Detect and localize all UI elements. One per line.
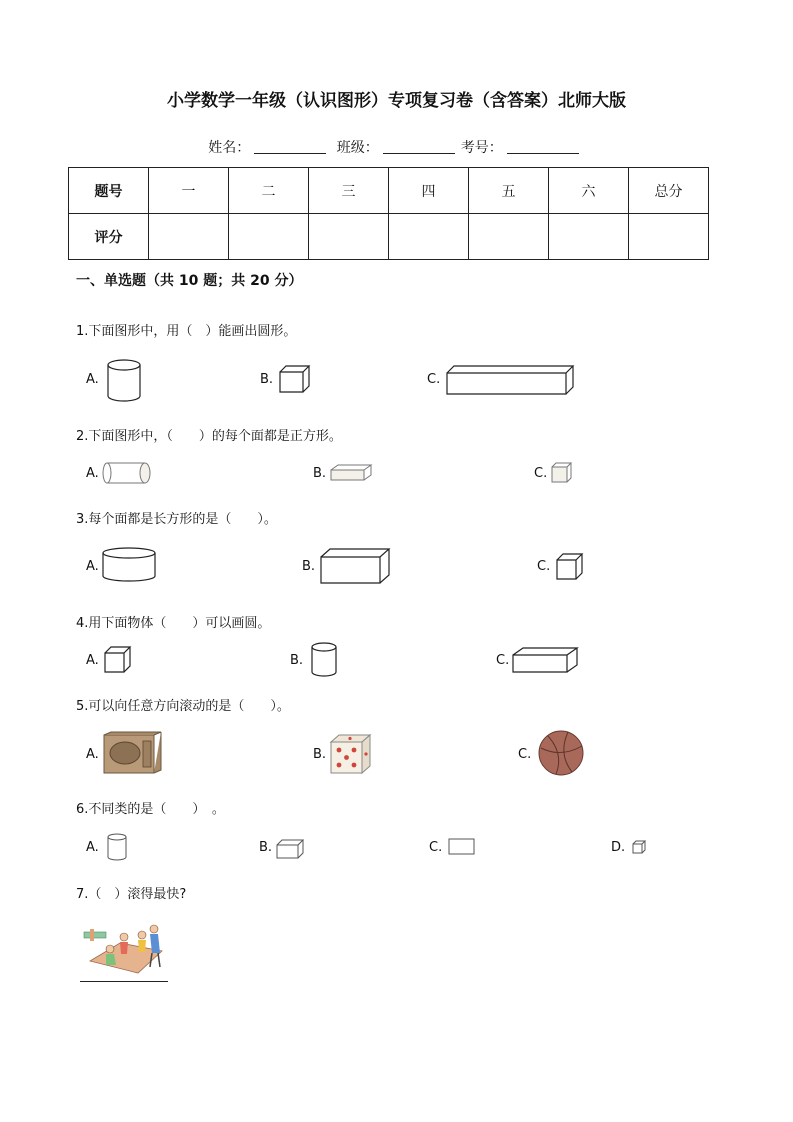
cube-icon[interactable] xyxy=(279,365,311,393)
radio-picture[interactable] xyxy=(103,731,163,775)
score-cell-header: 总分 xyxy=(629,168,709,214)
question-5: 5.可以向任意方向滚动的是（ ）。 xyxy=(76,699,290,714)
score-row-label: 评分 xyxy=(69,214,149,260)
option-label: A. xyxy=(86,559,99,574)
score-cell[interactable] xyxy=(309,214,389,260)
score-cell[interactable] xyxy=(629,214,709,260)
score-cell[interactable] xyxy=(549,214,629,260)
cube-icon[interactable] xyxy=(104,646,132,674)
score-cell[interactable] xyxy=(469,214,549,260)
cuboid-icon[interactable] xyxy=(276,839,304,859)
cuboid-icon[interactable] xyxy=(512,647,578,673)
cube-icon[interactable] xyxy=(551,462,573,484)
score-cell[interactable] xyxy=(149,214,229,260)
option-label: B. xyxy=(290,653,304,668)
cube-icon[interactable] xyxy=(556,553,584,581)
option-label: C. xyxy=(427,372,441,387)
option-label: B. xyxy=(302,559,316,574)
children-picture[interactable] xyxy=(80,921,172,975)
rectangle-icon[interactable] xyxy=(448,838,476,856)
page-title: 小学数学一年级（认识图形）专项复习卷（含答案）北师大版 xyxy=(167,91,626,111)
class-label: 班级： xyxy=(336,140,379,156)
score-cell-header: 一 xyxy=(149,168,229,214)
cylinder-icon[interactable] xyxy=(102,461,152,485)
score-header-row xyxy=(69,168,709,214)
name-blank[interactable] xyxy=(254,139,326,154)
score-cell-header: 六 xyxy=(549,168,629,214)
cuboid-icon[interactable] xyxy=(446,365,574,395)
question-4: 4.用下面物体（ ）可以画圆。 xyxy=(76,616,271,631)
option-label: A. xyxy=(86,840,99,855)
score-cell[interactable] xyxy=(229,214,309,260)
option-label: C. xyxy=(534,466,548,481)
cylinder-icon[interactable] xyxy=(106,358,144,404)
score-cell-header: 二 xyxy=(229,168,309,214)
exam-label: 考号： xyxy=(460,140,503,156)
cuboid-icon[interactable] xyxy=(330,464,372,482)
exam-blank[interactable] xyxy=(507,139,579,154)
question-6: 6.不同类的是（ ） 。 xyxy=(76,802,225,817)
option-label: A. xyxy=(86,466,99,481)
option-label: B. xyxy=(259,840,273,855)
cube-icon[interactable] xyxy=(632,840,646,854)
question-2: 2.下面图形中，（ ）的每个面都是正方形。 xyxy=(76,429,342,444)
cylinder-icon[interactable] xyxy=(310,642,340,678)
option-label: A. xyxy=(86,747,99,762)
cylinder-icon[interactable] xyxy=(106,833,128,861)
question-1: 1.下面图形中，用（ ）能画出圆形。 xyxy=(76,324,297,339)
score-cell-header: 五 xyxy=(469,168,549,214)
student-info xyxy=(0,137,793,157)
cylinder-icon[interactable] xyxy=(101,546,157,584)
score-cell[interactable] xyxy=(389,214,469,260)
option-label: A. xyxy=(86,372,99,387)
section-heading: 一、单选题（共 10 题；共 20 分） xyxy=(76,273,303,289)
option-label: C. xyxy=(429,840,443,855)
option-label: B. xyxy=(313,747,327,762)
score-table xyxy=(68,167,709,260)
score-cell-header: 三 xyxy=(309,168,389,214)
option-label: B. xyxy=(313,466,327,481)
basketball-picture[interactable] xyxy=(538,728,584,778)
name-label: 姓名： xyxy=(208,140,251,156)
score-value-row xyxy=(69,214,709,260)
option-label: C. xyxy=(537,559,551,574)
option-label: B. xyxy=(260,372,274,387)
option-label: A. xyxy=(86,653,99,668)
answer-underline xyxy=(80,981,168,982)
score-cell-header: 四 xyxy=(389,168,469,214)
class-blank[interactable] xyxy=(383,139,455,154)
score-cell-header: 题号 xyxy=(69,168,149,214)
question-7: 7.（ ）滚得最快? xyxy=(76,887,187,902)
option-label: C. xyxy=(496,653,510,668)
dice-picture[interactable] xyxy=(330,734,372,774)
cuboid-icon[interactable] xyxy=(320,548,390,584)
option-label: D. xyxy=(611,840,626,855)
question-3: 3.每个面都是长方形的是（ ）。 xyxy=(76,512,277,527)
option-label: C. xyxy=(518,747,532,762)
